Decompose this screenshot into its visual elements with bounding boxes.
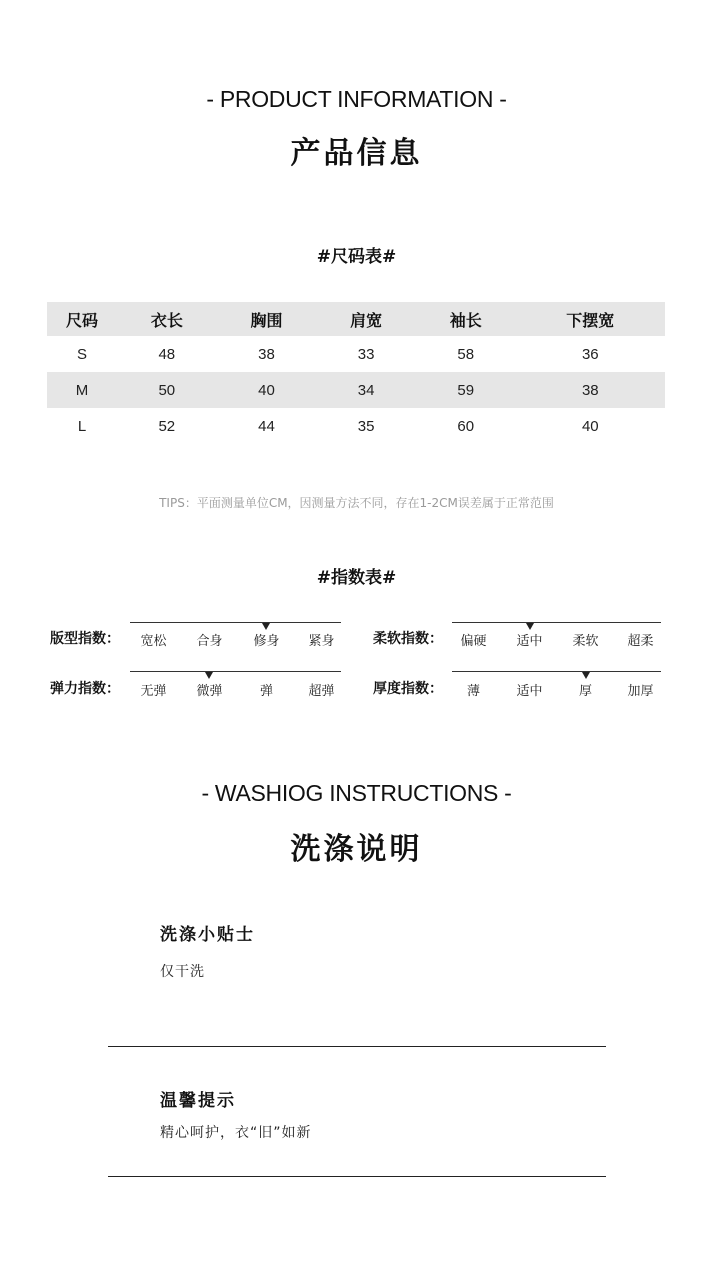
washing-tips-heading: 洗涤小贴士 bbox=[160, 925, 255, 945]
table-cell: 60 bbox=[457, 417, 475, 435]
elasticity-index-label: 弹力指数： bbox=[50, 681, 120, 697]
table-cell: S bbox=[76, 345, 87, 363]
table-cell: 58 bbox=[457, 345, 475, 363]
elasticity-option: 弹 bbox=[259, 684, 273, 699]
product-info-title-en: - PRODUCT INFORMATION - bbox=[206, 86, 507, 112]
softness-index-marker bbox=[526, 623, 534, 630]
section-divider bbox=[108, 1176, 606, 1177]
fit-index-scale bbox=[130, 622, 341, 623]
thickness-option-selected: 厚 bbox=[578, 684, 592, 699]
softness-option: 超柔 bbox=[627, 634, 654, 649]
thickness-option: 薄 bbox=[466, 684, 480, 699]
elasticity-index-scale bbox=[130, 671, 341, 672]
product-info-title-cn: 产品信息 bbox=[290, 136, 423, 171]
table-cell: 48 bbox=[158, 345, 176, 363]
table-cell: 40 bbox=[217, 372, 317, 408]
fit-option-selected: 修身 bbox=[253, 634, 280, 649]
table-cell: M bbox=[47, 372, 117, 408]
thickness-index-label: 厚度指数： bbox=[373, 681, 443, 697]
table-cell: 35 bbox=[357, 417, 375, 435]
index-chart-title: #指数表# bbox=[316, 568, 397, 588]
section-divider bbox=[108, 1046, 606, 1047]
elasticity-index-marker bbox=[205, 672, 213, 679]
fit-option: 宽松 bbox=[140, 634, 167, 649]
table-cell: 44 bbox=[258, 417, 275, 435]
elasticity-option: 超弹 bbox=[308, 684, 335, 699]
header-cell: 尺码 bbox=[47, 302, 117, 336]
thickness-option: 适中 bbox=[516, 684, 543, 699]
thickness-index-scale bbox=[452, 671, 661, 672]
fit-index-label: 版型指数： bbox=[50, 631, 120, 647]
fit-option: 合身 bbox=[196, 634, 223, 649]
table-row bbox=[47, 372, 665, 408]
table-row bbox=[47, 408, 665, 444]
washing-title-cn: 洗涤说明 bbox=[290, 832, 423, 867]
thickness-option: 加厚 bbox=[627, 684, 654, 699]
header-cell: 肩宽 bbox=[316, 302, 416, 336]
fit-option: 紧身 bbox=[308, 634, 335, 649]
softness-index-label: 柔软指数： bbox=[373, 631, 443, 647]
table-cell: 59 bbox=[416, 372, 516, 408]
softness-option-selected: 适中 bbox=[516, 634, 543, 649]
table-cell: 50 bbox=[117, 372, 217, 408]
softness-index-scale bbox=[452, 622, 661, 623]
header-cell: 袖长 bbox=[416, 302, 516, 336]
header-cell: 胸围 bbox=[217, 302, 317, 336]
thickness-index-marker bbox=[582, 672, 590, 679]
elasticity-option: 无弹 bbox=[140, 684, 167, 699]
table-cell: 33 bbox=[357, 345, 375, 363]
washing-title-en: - WASHIOG INSTRUCTIONS - bbox=[201, 780, 512, 806]
warm-tips-heading: 温馨提示 bbox=[160, 1091, 236, 1111]
table-cell: 38 bbox=[258, 345, 275, 363]
table-cell: 36 bbox=[581, 345, 599, 363]
size-chart-title: #尺码表# bbox=[316, 247, 397, 267]
washing-tips-text: 仅干洗 bbox=[160, 964, 205, 980]
header-cell: 衣长 bbox=[117, 302, 217, 336]
table-cell: 38 bbox=[516, 372, 665, 408]
elasticity-option-selected: 微弹 bbox=[196, 684, 223, 699]
table-row bbox=[47, 336, 665, 372]
table-cell: 34 bbox=[316, 372, 416, 408]
table-cell: 52 bbox=[158, 417, 176, 435]
table-cell: 40 bbox=[581, 417, 599, 435]
size-table bbox=[47, 302, 665, 444]
header-cell: 下摆宽 bbox=[516, 302, 665, 336]
softness-option: 偏硬 bbox=[460, 634, 487, 649]
size-tips: TIPS：平面测量单位CM，因测量方法不同，存在1-2CM误差属于正常范围 bbox=[159, 496, 554, 510]
warm-tips-text: 精心呵护，衣“旧”如新 bbox=[160, 1125, 312, 1141]
table-cell: L bbox=[77, 417, 87, 435]
softness-option: 柔软 bbox=[572, 634, 599, 649]
fit-index-marker bbox=[262, 623, 270, 630]
size-table-header-row bbox=[47, 302, 665, 336]
